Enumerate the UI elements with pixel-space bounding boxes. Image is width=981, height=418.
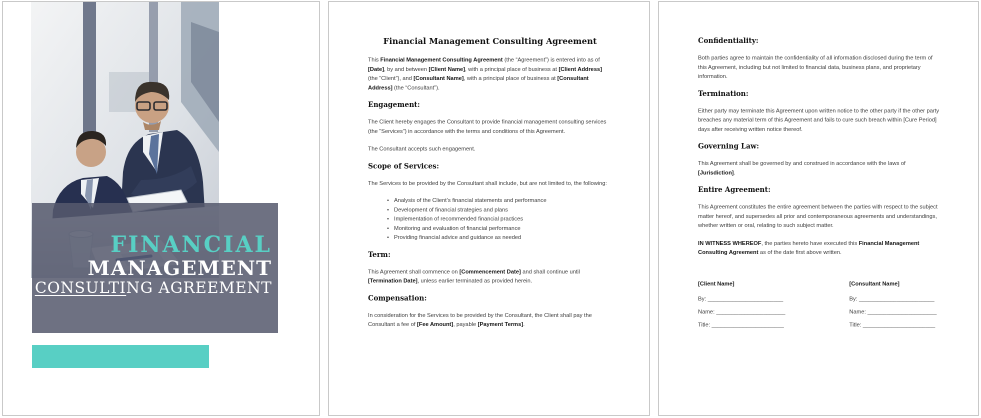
list-item: • Development of financial strategies and plans [387,205,612,214]
term-paragraph: This Agreement shall commence on [Commencement Date] and shall continue until [Termination Date], unless earlier terminated as provided herein. [368,268,580,284]
engagement-paragraph-2: The Consultant accepts such engagement. [368,146,476,152]
heading-scope-of-services: Scope of Services: [368,162,440,171]
heading-entire-agreement: Entire Agreement: [698,186,771,194]
consultant-by-line: By: ________________________ [849,295,935,302]
cover-title-line3 [35,281,272,297]
witness-paragraph: IN WITNESS WHEREOF, the parties hereto have executed this Financial Management Consulting Agreement as of the date first above written. [698,240,920,256]
scope-paragraph: The Services to be provided by the Consultant shall include, but are not limited to, the following: [368,180,607,187]
governing-law-paragraph: This Agreement shall be governed by and construed in accordance with the laws of [Jurisdiction]. [698,160,906,176]
agreement-page-1[interactable] [328,1,650,416]
signature-block [698,279,942,331]
list-item: • Implementation of recommended financial practices [387,215,612,224]
termination-paragraph: Either party may terminate this Agreement upon written notice to the other party if the other party breaches any material term of this Agreement and fails to cure such breach within [Cure Period] days after receiving written notice thereof. [698,107,940,133]
list-item: • Providing financial advice and guidance as needed [387,233,612,242]
cover-page[interactable] [2,1,320,416]
consultant-name-header: [Consultant Name] [849,280,900,287]
document-title: Financial Management Consulting Agreement [383,36,597,46]
agreement-page-1-content [329,2,649,329]
engagement-paragraph-1: The Client hereby engages the Consultant to provide financial management consulting services (the “Services”) in accordance with the terms and conditions of this Agreement. [368,119,607,135]
entire-agreement-paragraph: This Agreement constitutes the entire agreement between the parties with respect to the subject matter hereof, and supersedes all prior and contemporaneous agreements and understandings, whether written or oral, relating to such subject matter. [698,204,938,229]
cover-title-rest-part: NG AGREEMENT [126,279,272,297]
client-title-line: Title: _______________________ [698,321,784,328]
consultant-name-line: Name: ______________________ [849,308,937,315]
client-by-line: By: ________________________ [698,295,784,302]
consultant-title-line: Title: _______________________ [849,321,936,328]
cover-title-line2: MANAGEMENT [87,256,272,280]
cover-title-block [32,203,278,333]
cover-accent-bar [32,345,209,368]
cover-title-underlined-part: CONSULTI [34,279,127,297]
list-item: • Analysis of the Client’s financial statements and performance [387,196,612,205]
heading-engagement: Engagement: [368,101,420,109]
confidentiality-paragraph: Both parties agree to maintain the confidentiality of all information disclosed during the term of this Agreement, including but not limited to financial data, business plans, and proprietary information. [698,55,933,80]
client-signature-column [698,279,849,331]
heading-governing-law: Governing Law: [698,142,760,151]
list-item: • Monitoring and evaluation of financial performance [387,224,612,233]
agreement-page-2-content [659,2,979,331]
heading-confidentiality: Confidentiality: [698,37,759,45]
compensation-paragraph: In consideration for the Services to be provided by the Consultant, the Client shall pay the Consultant a fee of [Fee Amount], payable [Payment Terms]. [368,312,592,328]
client-name-header: [Client Name] [698,280,735,287]
cover-title-line1: FINANCIAL [110,232,272,258]
heading-term: Term: [368,250,391,259]
agreement-page-2[interactable] [658,1,979,416]
consultant-signature-column [849,279,942,331]
intro-paragraph: This Financial Management Consulting Agreement (the “Agreement”) is entered into as of [Date], by and between [Client Name], with a principal place of business at [Client Address] (the “Client”), and [Consultant Name], with a principal place of business at [Consultant Address] (the “Consultant”). [368,57,602,91]
heading-termination: Termination: [698,89,749,98]
client-name-line: Name: ______________________ [698,308,786,315]
heading-compensation: Compensation: [368,294,427,303]
services-bullet-list [368,196,612,242]
